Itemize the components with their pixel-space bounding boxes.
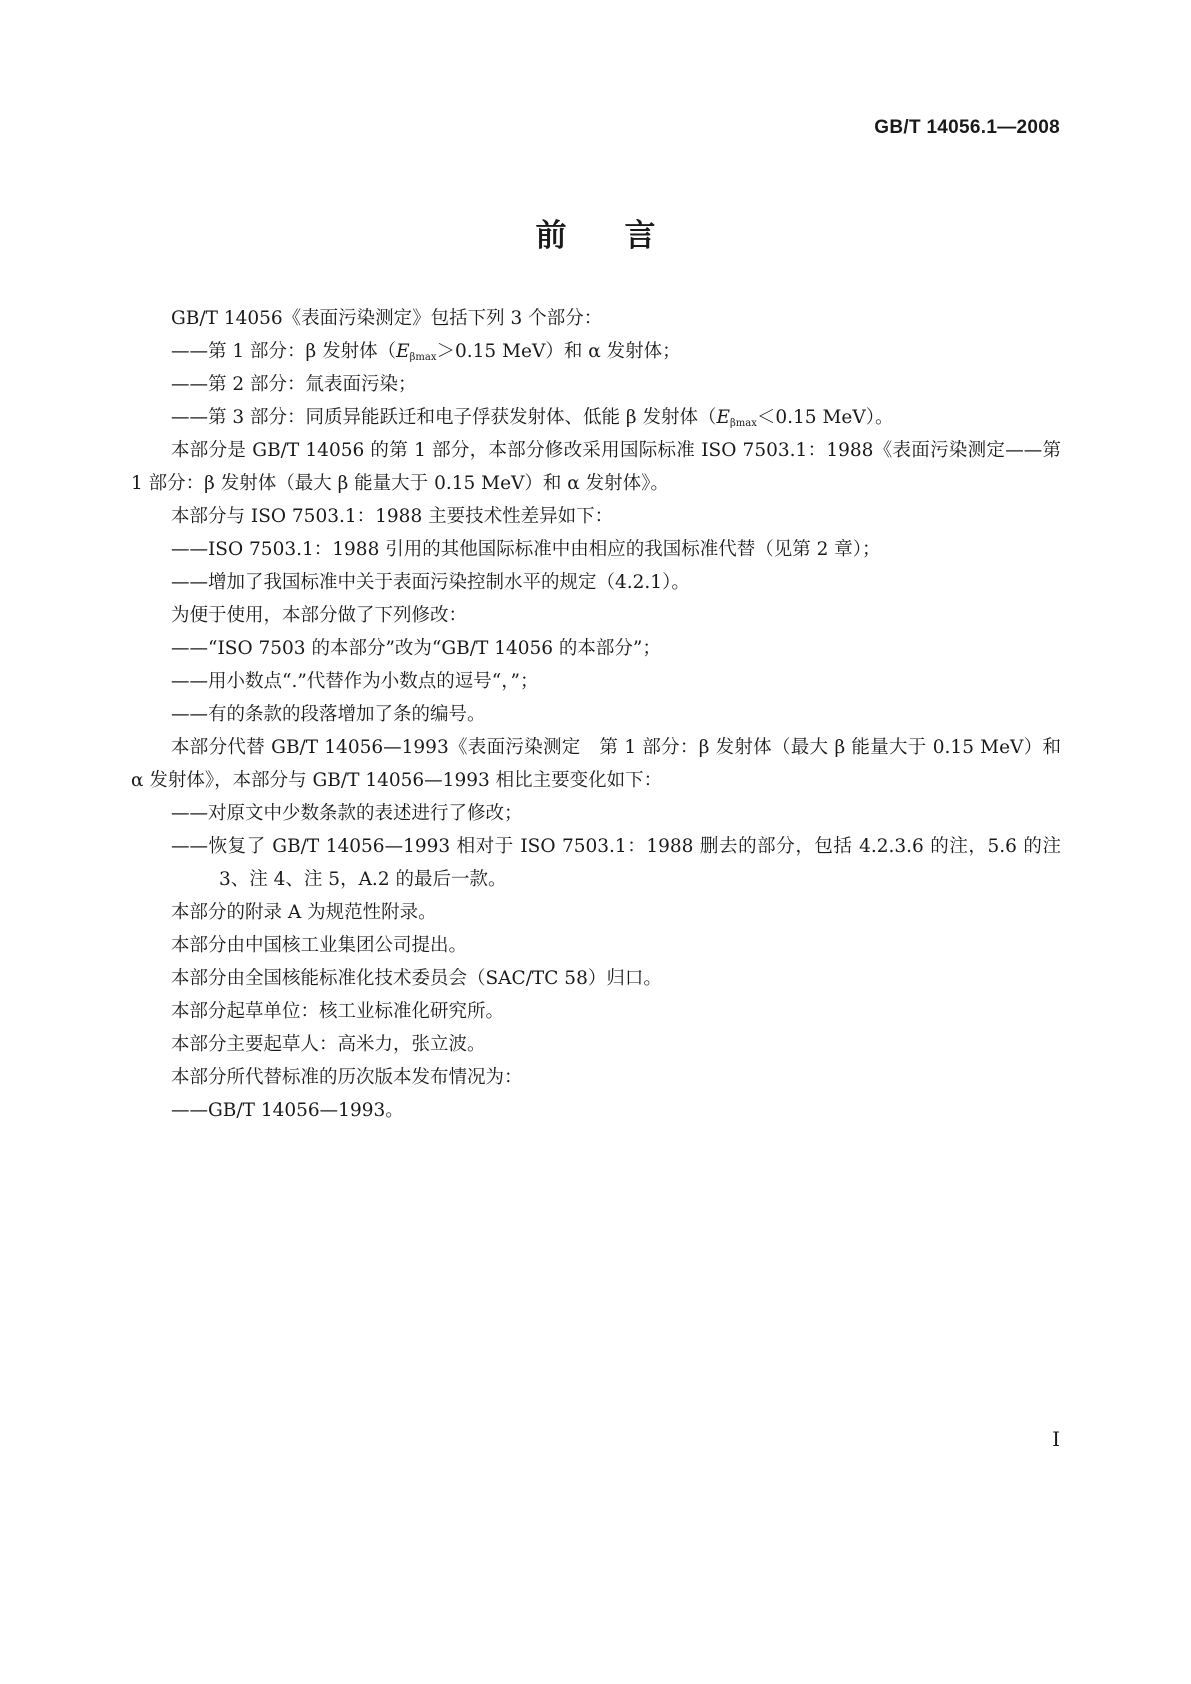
- paragraph: 本部分所代替标准的历次版本发布情况为：: [171, 1067, 523, 1088]
- paragraph: 本部分的附录 A 为规范性附录。: [171, 902, 437, 923]
- paragraph: ——恢复了 GB/T 14056—1993 相对于 ISO 7503.1：1988 删去的部分，包括 4.2.3.6 的注，5.6 的注 3、注 4、注 5，A.2 的最后一款。: [171, 836, 1061, 890]
- paragraph: 本部分主要起草人：高米力，张立波。: [171, 1034, 486, 1055]
- paragraph: ——GB/T 14056—1993。: [171, 1100, 404, 1121]
- paragraph: ——ISO 7503.1：1988 引用的其他国际标准中由相应的我国标准代替（见第 2 章）；: [171, 539, 881, 560]
- page-title: 前言: [535, 218, 714, 254]
- paragraph: ——用小数点“.”代替作为小数点的逗号“，”；: [171, 671, 539, 692]
- paragraph: ——“ISO 7503 的本部分”改为“GB/T 14056 的本部分”；: [171, 638, 661, 659]
- paragraph: ——第 2 部分：氚表面污染；: [171, 374, 417, 395]
- paragraph: 本部分由中国核工业集团公司提出。: [171, 935, 468, 956]
- paragraph: 本部分代替 GB/T 14056—1993《表面污染测定 第 1 部分：β 发射体（最大 β 能量大于 0.15 MeV）和 α 发射体》，本部分与 GB/T 14056—1993 相比主要变化如下：: [131, 737, 1061, 791]
- paragraph: 本部分与 ISO 7503.1：1988 主要技术性差异如下：: [171, 506, 614, 527]
- paragraph: ——有的条款的段落增加了条的编号。: [171, 704, 486, 725]
- paragraph: ——增加了我国标准中关于表面污染控制水平的规定（4.2.1）。: [171, 572, 690, 593]
- foreword-body: [131, 302, 1061, 1127]
- paragraph: 本部分由全国核能标准化技术委员会（SAC/TC 58）归口。: [171, 968, 662, 989]
- standard-code: GB/T 14056.1—2008: [874, 117, 1060, 138]
- paragraph: ——第 3 部分：同质异能跃迁和电子俘获发射体、低能 β 发射体（$E_{\beta max}<0.15$ MeV）。: [171, 407, 894, 429]
- paragraph: GB/T 14056《表面污染测定》包括下列 3 个部分：: [171, 308, 603, 329]
- paragraph: 本部分是 GB/T 14056 的第 1 部分，本部分修改采用国际标准 ISO 7503.1：1988《表面污染测定——第 1 部分：β 发射体（最大 β 能量大于 0.15 MeV）和 α 发射体》。: [131, 440, 1061, 494]
- page-number: I: [1052, 1427, 1060, 1451]
- paragraph: 为便于使用，本部分做了下列修改：: [171, 605, 468, 626]
- paragraph: 本部分起草单位：核工业标准化研究所。: [171, 1001, 505, 1022]
- paragraph: ——第 1 部分：β 发射体（$E_{\beta max}>0.15$ MeV）和 α 发射体；: [171, 341, 681, 363]
- paragraph: ——对原文中少数条款的表述进行了修改；: [171, 803, 523, 824]
